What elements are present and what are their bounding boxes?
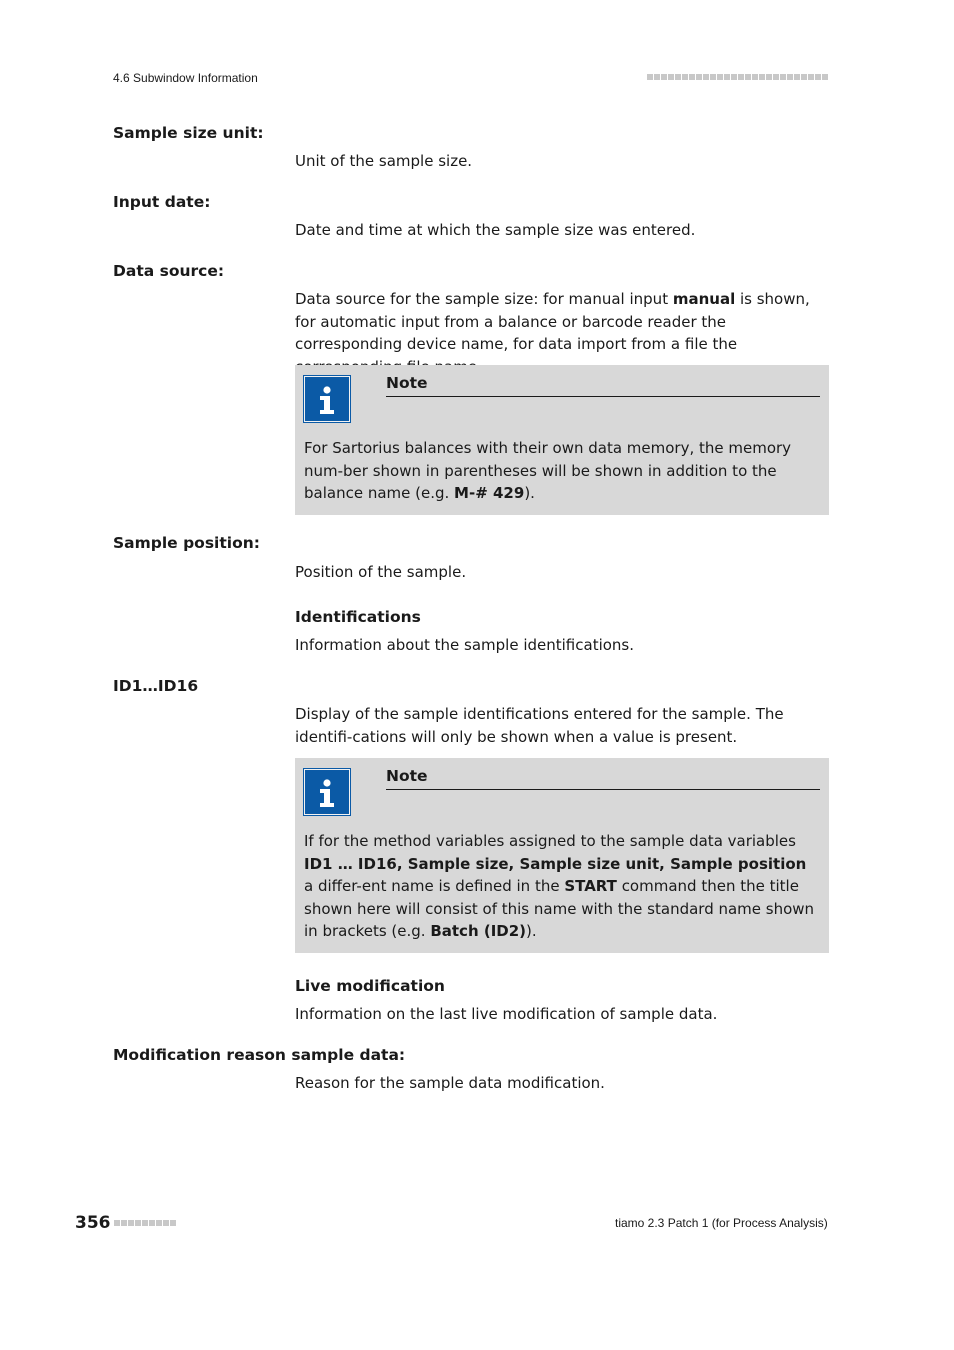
note-body-text-a: If for the method variables assigned to the sample data variables bbox=[304, 832, 796, 850]
subheading-identifications: Identifications bbox=[295, 608, 421, 626]
desc-sample-position: Position of the sample. bbox=[295, 563, 467, 581]
running-header-section: 4.6 Subwindow Information bbox=[113, 71, 258, 85]
header-decorative-dots bbox=[647, 74, 828, 80]
term-input-date: Input date: bbox=[113, 193, 211, 211]
note-body-variables: ID1 … ID16, Sample size, Sample size unit, Sample position bbox=[304, 854, 807, 873]
subheading-live-modification: Live modification bbox=[295, 977, 445, 995]
note-body-text-d: ). bbox=[526, 922, 537, 940]
desc-data-source-keyword: manual bbox=[672, 290, 736, 308]
page-number: 356 bbox=[75, 1213, 111, 1233]
term-sample-size-unit: Sample size unit: bbox=[113, 124, 264, 142]
term-modification-reason: Modification reason sample data: bbox=[113, 1046, 406, 1064]
footer-decorative-dots bbox=[114, 1220, 176, 1226]
desc-data-source-text-a: Data source for the sample size: for manual input bbox=[295, 290, 673, 308]
info-icon bbox=[304, 769, 350, 815]
note-title: Note bbox=[386, 374, 820, 397]
desc-modification-reason: Reason for the sample data modification. bbox=[295, 1074, 605, 1092]
note-title: Note bbox=[386, 767, 820, 790]
note-body-text-b: a differ-ent name is defined in the bbox=[304, 877, 565, 895]
footer-product-name: tiamo 2.3 Patch 1 (for Process Analysis) bbox=[615, 1216, 828, 1230]
term-id1-id16: ID1…ID16 bbox=[113, 677, 199, 695]
info-icon bbox=[304, 376, 350, 422]
note-body-text-b: ). bbox=[524, 484, 535, 502]
note-body-text-a: For Sartorius balances with their own data memory, the memory num-ber shown in parentheses will be shown in addition to the balance name (e.g. bbox=[304, 439, 792, 502]
note-box-method-variables bbox=[295, 758, 829, 953]
term-data-source: Data source: bbox=[113, 262, 225, 280]
note-body bbox=[304, 830, 819, 943]
desc-identifications: Information about the sample identifications. bbox=[295, 636, 635, 654]
desc-id1-id16: Display of the sample identifications entered for the sample. The identifi-cations will only be shown when a value is present. bbox=[295, 705, 784, 746]
desc-input-date: Date and time at which the sample size was entered. bbox=[295, 221, 696, 239]
desc-live-modification: Information on the last live modification of sample data. bbox=[295, 1005, 718, 1023]
note-body bbox=[304, 437, 819, 505]
note-body-text-c: command then the title shown here will consist of this name with the standard name shown in brackets (e.g. bbox=[304, 877, 815, 940]
term-sample-position: Sample position: bbox=[113, 534, 260, 552]
note-box-sartorius bbox=[295, 365, 829, 515]
note-body-command: START bbox=[564, 877, 617, 895]
note-body-example: M-# 429 bbox=[454, 484, 525, 502]
desc-data-source-text-b: is shown, for automatic input from a balance or barcode reader the corresponding device name, for data import from a file the bbox=[295, 290, 810, 353]
desc-sample-size-unit: Unit of the sample size. bbox=[295, 152, 473, 170]
note-body-example: Batch (ID2) bbox=[430, 922, 527, 940]
